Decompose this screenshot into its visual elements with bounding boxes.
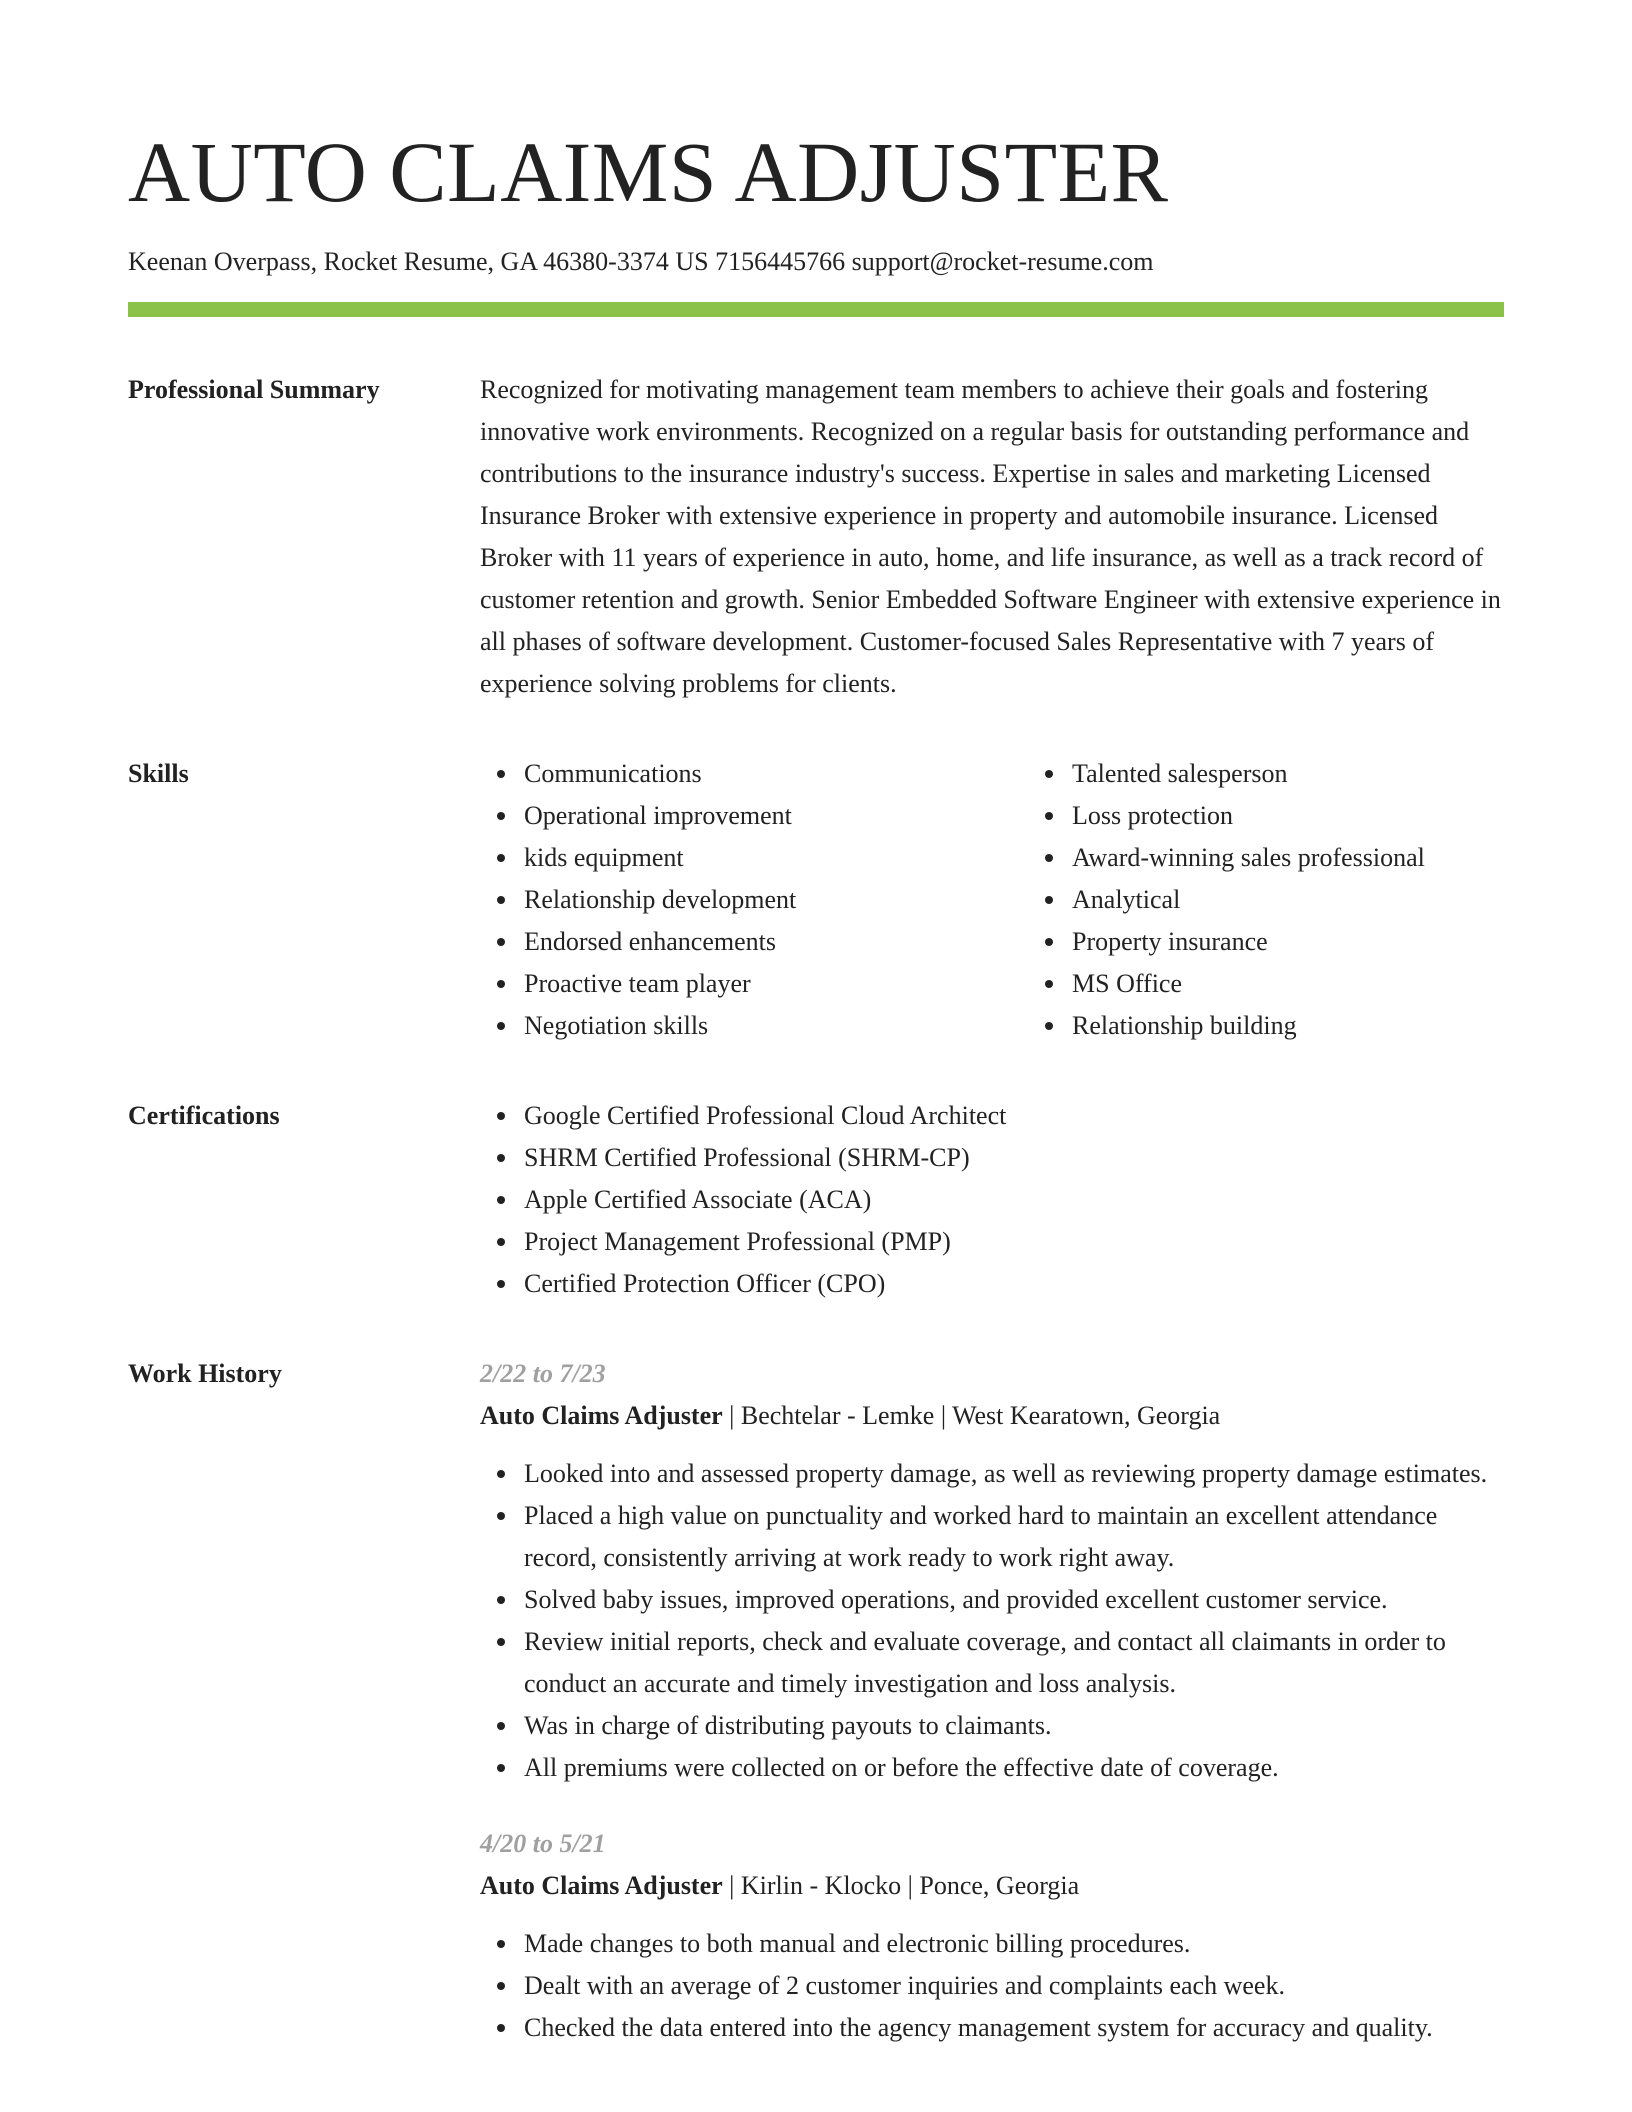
job-dates: 4/20 to 5/21 [480, 1829, 606, 1858]
certification-item: Google Certified Professional Cloud Architect [524, 1095, 1504, 1137]
section-heading-skills: Skills [128, 759, 189, 788]
job-bullet-list [480, 1923, 1504, 2049]
certification-item: Project Management Professional (PMP) [524, 1221, 1504, 1263]
certifications-list [480, 1095, 1504, 1305]
skill-item: Operational improvement [524, 795, 984, 837]
job-bullet: Was in charge of distributing payouts to claimants. [524, 1705, 1504, 1747]
job-bullet: Made changes to both manual and electronic billing procedures. [524, 1923, 1504, 1965]
job-heading [480, 1865, 1504, 1907]
job-details: | Kirlin - Klocko | Ponce, Georgia [722, 1871, 1080, 1900]
skill-item: Relationship development [524, 879, 984, 921]
skill-item: Communications [524, 753, 984, 795]
section-heading-work-history: Work History [128, 1359, 282, 1388]
job-heading [480, 1395, 1504, 1437]
skills-list-left [480, 753, 984, 1047]
certification-item: Apple Certified Associate (ACA) [524, 1179, 1504, 1221]
section-heading-certifications: Certifications [128, 1101, 280, 1130]
skill-item: Property insurance [1072, 921, 1552, 963]
job-bullet: Solved baby issues, improved operations, and provided excellent customer service. [524, 1579, 1504, 1621]
job-bullet: All premiums were collected on or before the effective date of coverage. [524, 1747, 1504, 1789]
skill-item: Talented salesperson [1072, 753, 1552, 795]
certifications-section [128, 1095, 1504, 1305]
skills-section [128, 753, 1504, 1047]
job-entry [480, 1823, 1504, 2049]
skill-item: Proactive team player [524, 963, 984, 1005]
skill-item: Negotiation skills [524, 1005, 984, 1047]
job-title: Auto Claims Adjuster [480, 1401, 723, 1430]
accent-divider [128, 302, 1504, 317]
job-bullet: Checked the data entered into the agency management system for accuracy and quality. [524, 2007, 1504, 2049]
job-bullet-list [480, 1453, 1504, 1789]
certification-item: Certified Protection Officer (CPO) [524, 1263, 1504, 1305]
summary-section [128, 369, 1504, 705]
contact-line: Keenan Overpass, Rocket Resume, GA 46380-3374 US 7156445766 support@rocket-resume.com [128, 247, 1154, 276]
skill-item: Analytical [1072, 879, 1552, 921]
skill-item: MS Office [1072, 963, 1552, 1005]
summary-text: Recognized for motivating management team members to achieve their goals and fostering innovative work environments. Recognized on a regular basis for outstanding performance and contributions to the insurance industry's success. Expertise in sales and marketing Licensed Insurance Broker with extensive experience in property and automobile insurance. Licensed Broker with 11 years of experience in auto, home, and life insurance, as well as a track record of customer retention and growth. Senior Embedded Software Engineer with extensive experience in all phases of software development. Customer-focused Sales Representative with 7 years of experience solving problems for clients. [480, 375, 1501, 698]
section-heading-summary: Professional Summary [128, 375, 380, 404]
job-dates: 2/22 to 7/23 [480, 1359, 606, 1388]
job-title: Auto Claims Adjuster [480, 1871, 723, 1900]
skill-item: kids equipment [524, 837, 984, 879]
resume-title: AUTO CLAIMS ADJUSTER [128, 124, 1169, 220]
work-history-section [128, 1353, 1504, 2049]
resume-page [128, 122, 1504, 2049]
skills-list-right [1028, 753, 1552, 1047]
skill-item: Endorsed enhancements [524, 921, 984, 963]
job-bullet: Looked into and assessed property damage, as well as reviewing property damage estimates. [524, 1453, 1504, 1495]
certification-item: SHRM Certified Professional (SHRM-CP) [524, 1137, 1504, 1179]
job-details: | Bechtelar - Lemke | West Kearatown, Georgia [722, 1401, 1221, 1430]
skill-item: Loss protection [1072, 795, 1552, 837]
job-bullet: Dealt with an average of 2 customer inquiries and complaints each week. [524, 1965, 1504, 2007]
job-entry [480, 1353, 1504, 1789]
skill-item: Relationship building [1072, 1005, 1552, 1047]
skill-item: Award-winning sales professional [1072, 837, 1552, 879]
job-bullet: Review initial reports, check and evaluate coverage, and contact all claimants in order to conduct an accurate and timely investigation and loss analysis. [524, 1621, 1504, 1705]
job-bullet: Placed a high value on punctuality and worked hard to maintain an excellent attendance record, consistently arriving at work ready to work right away. [524, 1495, 1504, 1579]
